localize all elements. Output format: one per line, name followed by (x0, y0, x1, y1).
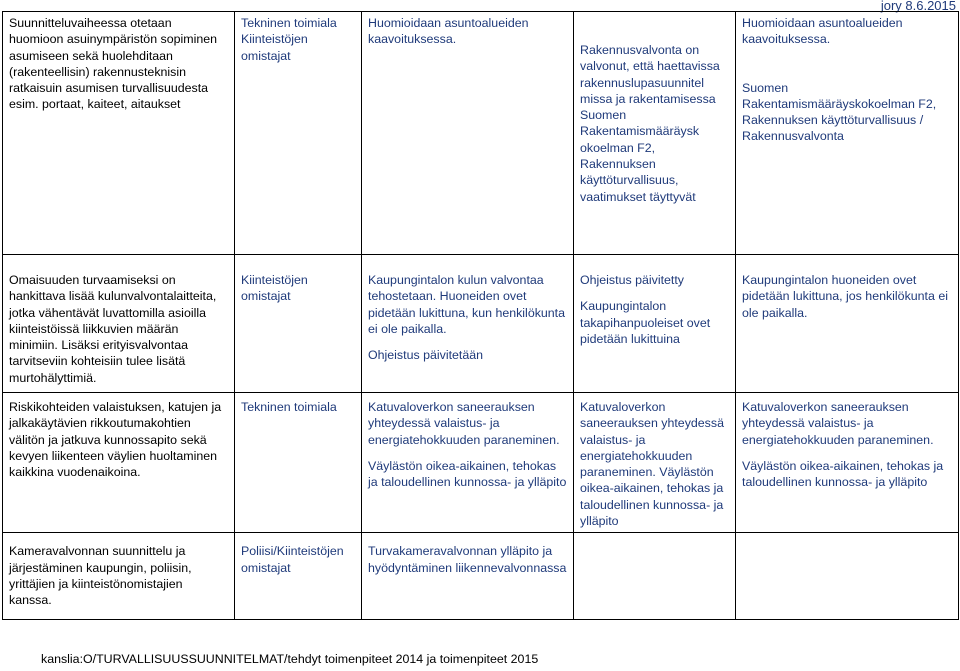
plan-2015-text: Kaupungintalon huoneiden ovet pidetään lukittuna, jos henkilökunta ei ole paikalla. (742, 273, 948, 320)
plan-2015-text-a: Katuvaloverkon saneerauksen yhteydessä valaistus- ja energiatehokkuuden paraneminen. (742, 400, 934, 447)
action-cell (3, 255, 235, 393)
action-cell (3, 533, 235, 620)
plan-2014-cell (362, 12, 574, 255)
action-cell (3, 393, 235, 533)
plan-2014-cell (362, 393, 574, 533)
plan-2014-text: Turvakameravalvonnan ylläpito ja hyödyntäminen liikennevalvonnassa (368, 544, 567, 575)
plan-2015-cell (736, 255, 959, 393)
table-row (3, 12, 959, 255)
table-row (3, 393, 959, 533)
action-text: Kameravalvonnan suunnittelu ja järjestäminen kaupungin, poliisin, yrittäjien ja kiinteistönomistajien kanssa. (9, 544, 192, 608)
plan-2014-text-b: Väylästön oikea-aikainen, tehokas ja taloudellinen kunnossa- ja ylläpito (368, 458, 567, 490)
done-2014-cell (574, 12, 736, 255)
table-row (3, 255, 959, 393)
plan-2015-cell (736, 12, 959, 255)
responsible-text: Kiinteistöjen omistajat (241, 273, 308, 304)
plan-2015-cell (736, 393, 959, 533)
done-2014-cell (574, 393, 736, 533)
plan-2015-text-a: Huomioidaan asuntoalueiden kaavoituksessa. (742, 16, 903, 47)
responsible-text: Tekninen toimiala (241, 400, 337, 414)
plan-2015-text-b: Väylästön oikea-aikainen, tehokas ja taloudellinen kunnossa- ja ylläpito (742, 458, 944, 490)
date-label: jory 8.6.2015 (880, 0, 956, 13)
done-2014-text-b: Kaupungintalon takapihanpuoleiset ovet pidetään lukittuina (580, 299, 711, 346)
responsible-text: Poliisi/Kiinteistöjen omistajat (241, 544, 344, 575)
measures-table (2, 11, 959, 620)
action-text: Omaisuuden turvaamiseksi on hankittava lisää kulunvalvontalaitteita, jotka vähentävät luvattomilla asioilla kiinteistöissä liikkuvien määrän minimiin. Lisäksi erityisvalvontaa tarvitseviin kohteisiin tulee lisätä murtohälyttimiä. (9, 273, 217, 385)
responsible-text: Tekninen toimiala Kiinteistöjen omistajat (241, 16, 337, 63)
plan-2014-text-a: Kaupungintalon kulun valvontaa tehostetaan. Huoneiden ovet pidetään lukittuna, kun henkilökunta ei ole paikalla. (368, 273, 566, 336)
plan-2015-text-b: Suomen Rakentamismääräyskokoelman F2, Rakennuksen käyttöturvallisuus / Rakennusvalvonta (742, 80, 937, 144)
done-2014-text: Katuvaloverkon saneerauksen yhteydessä valaistus- ja energiatehokkuuden paraneminen. Väylästön oikea-aikainen, tehokas ja taloudellinen kunnossa- ja ylläpito (580, 400, 724, 529)
done-2014-text: Rakennusvalvonta on valvonut, että haettavissa rakennuslupasuunnitel missa ja rakentamisessa Suomen Rakentamismääräysk okoelman F2, Rakennuksen käyttöturvallisuus, vaatimukset täyttyvät (580, 43, 720, 204)
done-2014-cell (574, 533, 736, 620)
plan-2014-text-b: Ohjeistus päivitetään (368, 348, 484, 363)
responsible-cell (235, 255, 362, 393)
plan-2014-text: Huomioidaan asuntoalueiden kaavoituksessa. (368, 16, 529, 47)
responsible-cell (235, 12, 362, 255)
plan-2014-text-a: Katuvaloverkon saneerauksen yhteydessä valaistus- ja energiatehokkuuden paraneminen. (368, 400, 560, 447)
action-text: Riskikohteiden valaistuksen, katujen ja jalkakäytävien rikkoutumakohtien välitön ja jatkuva kunnossapito sekä kevyen liikenteen väylien huoltaminen kaikkina vuodenaikoina. (9, 400, 222, 480)
action-text: Suunnitteluvaiheessa otetaan huomioon asuinympäristön sopiminen asumiseen sekä huolehditaan (rakenteellisin) rakennusteknisin ratkaisuin asumisen turvallisuudesta esim. portaat, kaiteet, aitaukset (9, 16, 218, 112)
plan-2014-cell (362, 533, 574, 620)
plan-2015-cell (736, 533, 959, 620)
responsible-cell (235, 393, 362, 533)
action-cell (3, 12, 235, 255)
table-row (3, 533, 959, 620)
responsible-cell (235, 533, 362, 620)
done-2014-cell (574, 255, 736, 393)
plan-2014-cell (362, 255, 574, 393)
done-2014-text-a: Ohjeistus päivitetty (580, 273, 684, 287)
footer-path: kanslia:O/TURVALLISUUSSUUNNITELMAT/tehdyt toimenpiteet 2014 ja toimenpiteet 2015 (41, 652, 539, 666)
